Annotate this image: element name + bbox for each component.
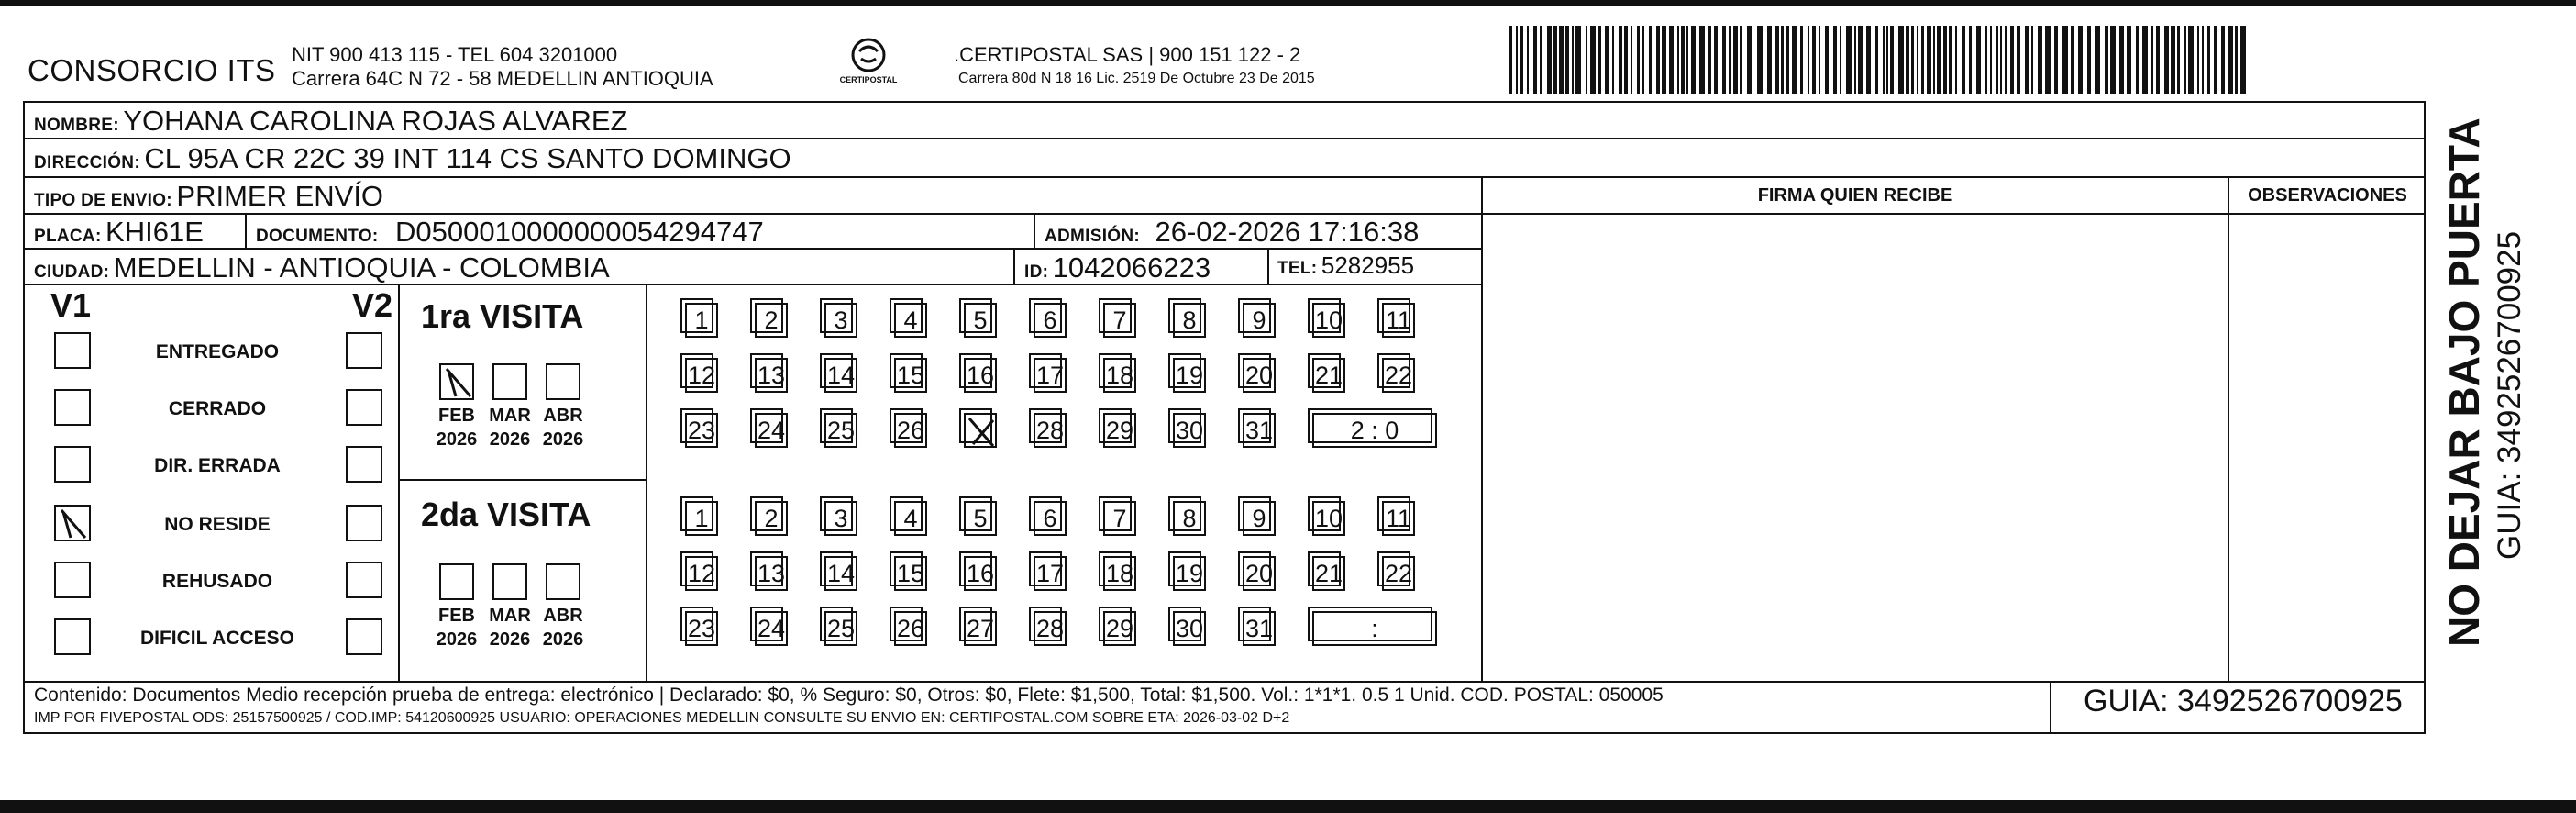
barcode-bar: [2010, 26, 2014, 94]
barcode-bar: [1681, 26, 1685, 94]
barcode-bar: [2119, 26, 2124, 94]
day-cell[interactable]: 13: [755, 358, 788, 393]
day-cell[interactable]: 10: [1312, 501, 1345, 536]
barcode-bar: [1619, 26, 1622, 94]
id-value: 1042066223: [1052, 251, 1211, 284]
day-cell[interactable]: 6: [1034, 303, 1067, 338]
barcode-bar: [1575, 26, 1581, 94]
barcode-bar: [1740, 26, 1742, 94]
barcode-bar: [1933, 26, 1935, 94]
month-checkbox[interactable]: [546, 363, 580, 400]
month-checkbox[interactable]: [439, 363, 474, 400]
status-v2-checkbox[interactable]: [346, 505, 382, 541]
status-v1-checkbox[interactable]: [54, 446, 91, 483]
day-cell[interactable]: 14: [824, 556, 857, 591]
top-rule: [0, 0, 2576, 6]
barcode-bar: [1767, 26, 1772, 94]
status-label: REHUSADO: [161, 571, 273, 592]
barcode-bar: [1699, 26, 1705, 94]
admision-value: 26-02-2026 17:16:38: [1155, 216, 1420, 248]
barcode-bar: [2038, 26, 2042, 94]
barcode-bar: [1846, 26, 1852, 94]
barcode-bar: [2000, 26, 2002, 94]
month-year: 2026: [436, 629, 478, 650]
barcode-bar: [1808, 26, 1809, 94]
tel-field: [1277, 251, 1414, 280]
barcode-bar: [2228, 26, 2233, 94]
barcode-bar: [1969, 26, 1972, 94]
day-cell[interactable]: 15: [894, 358, 927, 393]
barcode-bar: [1825, 26, 1829, 94]
barcode-bar: [1792, 26, 1797, 94]
barcode-bar: [1547, 26, 1552, 94]
day-cell[interactable]: 19: [1173, 358, 1206, 393]
barcode-bar: [2087, 26, 2091, 94]
logo-wordmark: CERTIPOSTAL: [839, 75, 898, 84]
barcode-bar: [1540, 26, 1542, 94]
day-cell[interactable]: 31: [1243, 413, 1276, 448]
tipo-envio-label: TIPO DE ENVIO:: [34, 191, 172, 210]
day-cell[interactable]: 30: [1173, 413, 1206, 448]
barcode-bar: [1747, 26, 1752, 94]
day-cell[interactable]: 29: [1103, 413, 1136, 448]
barcode-bar: [1917, 26, 1918, 94]
day-cell[interactable]: 4: [894, 501, 927, 536]
month-year: 2026: [489, 629, 531, 650]
admision-label: ADMISIÓN:: [1045, 227, 1141, 246]
day-cell[interactable]: 18: [1103, 556, 1136, 591]
tel-label: TEL:: [1277, 259, 1318, 278]
barcode-bar: [2171, 26, 2175, 94]
day-cell[interactable]: 7: [1103, 303, 1136, 338]
day-cell[interactable]: 17: [1034, 358, 1067, 393]
day-cell[interactable]: 31: [1243, 611, 1276, 646]
carrier-info: .CERTIPOSTAL SAS | 900 151 122 - 2: [954, 43, 1301, 66]
ciudad-field: [34, 251, 610, 284]
guia-number: GUIA: 3492526700925: [2084, 684, 2403, 718]
day-cell[interactable]: 8: [1173, 501, 1206, 536]
status-label: CERRADO: [168, 398, 267, 419]
day-cell[interactable]: 28: [1034, 413, 1067, 448]
nombre-value: YOHANA CAROLINA ROJAS ALVAREZ: [123, 105, 628, 137]
barcode-bar: [2105, 26, 2108, 94]
barcode-bar: [1624, 26, 1628, 94]
barcode-bar: [2207, 26, 2210, 94]
day-cell[interactable]: 25: [824, 611, 857, 646]
day-cell[interactable]: 3: [824, 501, 857, 536]
barcode-bar: [1677, 26, 1679, 94]
direccion-field: [34, 142, 791, 175]
barcode-bar: [1927, 26, 1931, 94]
barcode-bar: [1898, 26, 1904, 94]
day-cell[interactable]: 23: [685, 413, 718, 448]
certipostal-logo-icon: [839, 35, 898, 94]
day-cell[interactable]: 18: [1103, 358, 1136, 393]
barcode-bar: [1990, 26, 1992, 94]
barcode-bar: [1509, 26, 1512, 94]
barcode-bar: [1883, 26, 1885, 94]
day-cell[interactable]: 27: [964, 611, 997, 646]
status-v2-checkbox[interactable]: [346, 446, 382, 483]
day-cell[interactable]: 1: [685, 501, 718, 536]
footer-imp: IMP POR FIVEPOSTAL ODS: 25157500925 / COD.IMP: 54120600925 USUARIO: OPERACIONES MEDELLIN CONSULTE SU ENVIO EN: CERTIPOSTAL.COM SOBRE ETA: 2026-03-02 D+2: [34, 710, 1290, 726]
day-cell[interactable]: 22: [1382, 358, 1415, 393]
barcode-bar: [2136, 26, 2139, 94]
carrier-license: Carrera 80d N 18 16 Lic. 2519 De Octubre 23 De 2015: [958, 71, 1315, 86]
barcode-bar: [1649, 26, 1652, 94]
day-cell[interactable]: 9: [1243, 303, 1276, 338]
day-cell[interactable]: 30: [1173, 611, 1206, 646]
barcode-bar: [2054, 26, 2058, 94]
day-cell[interactable]: 16: [964, 358, 997, 393]
barcode-bar: [2062, 26, 2068, 94]
barcode-bar: [2156, 26, 2160, 94]
ciudad-value: MEDELLIN - ANTIOQUIA - COLOMBIA: [113, 251, 610, 284]
observaciones-header: OBSERVACIONES: [2248, 185, 2407, 206]
barcode-bar: [2214, 26, 2217, 94]
day-cell[interactable]: 16: [964, 556, 997, 591]
barcode-bar: [1962, 26, 1965, 94]
id-label: ID:: [1024, 262, 1049, 282]
status-v2-checkbox[interactable]: [346, 389, 382, 426]
visit2-title: 2da VISITA: [421, 496, 591, 533]
month-label: ABR: [543, 606, 583, 626]
barcode-bar: [1631, 26, 1632, 94]
v1-header: V1: [50, 286, 92, 324]
barcode-bar: [1590, 26, 1596, 94]
barcode-bar: [1840, 26, 1841, 94]
status-label: NO RESIDE: [164, 514, 271, 535]
month-checkbox[interactable]: [546, 563, 580, 600]
month-label: MAR: [489, 606, 531, 626]
barcode-bar: [2127, 26, 2131, 94]
barcode-bar: [1605, 26, 1609, 94]
tipo-envio-value: PRIMER ENVÍO: [176, 180, 384, 212]
nombre-field: [34, 105, 627, 138]
barcode-bar: [1572, 26, 1574, 94]
day-cell[interactable]: 22: [1382, 556, 1415, 591]
day-cell[interactable]: 5: [964, 501, 997, 536]
barcode-bar: [1866, 26, 1871, 94]
barcode-bar: [1875, 26, 1878, 94]
barcode-bar: [1890, 26, 1894, 94]
day-cell[interactable]: 2: [755, 501, 788, 536]
day-cell[interactable]: 28: [1034, 611, 1067, 646]
barcode-bar: [1559, 26, 1564, 94]
day-cell[interactable]: 12: [685, 556, 718, 591]
barcode-bar: [1786, 26, 1789, 94]
day-cell[interactable]: 24: [755, 611, 788, 646]
tel-value: 5282955: [1321, 251, 1415, 279]
placa-field: [34, 216, 204, 249]
barcode-bar: [1854, 26, 1856, 94]
direccion-value: CL 95A CR 22C 39 INT 114 CS SANTO DOMINGO: [144, 142, 791, 174]
status-v1-checkbox[interactable]: [54, 562, 91, 598]
month-year: 2026: [489, 429, 531, 450]
barcode-bar: [1722, 26, 1726, 94]
day-cell[interactable]: 26: [894, 413, 927, 448]
day-cell[interactable]: [964, 413, 997, 448]
barcode-bar: [2005, 26, 2007, 94]
admision-field: [1045, 216, 1419, 249]
barcode-bar: [1937, 26, 1941, 94]
barcode-bar: [1800, 26, 1803, 94]
day-cell[interactable]: 5: [964, 303, 997, 338]
day-cell[interactable]: 10: [1312, 303, 1345, 338]
firma-header: FIRMA QUIEN RECIBE: [1757, 185, 1953, 206]
id-field: [1024, 251, 1211, 284]
barcode-bar: [1714, 26, 1718, 94]
barcode-bar: [1976, 26, 1981, 94]
month-label: FEB: [438, 406, 475, 426]
barcode-bar: [2031, 26, 2033, 94]
month-label: MAR: [489, 406, 531, 426]
month-year: 2026: [542, 429, 584, 450]
status-v1-checkbox[interactable]: [54, 618, 91, 655]
month-label: FEB: [438, 606, 475, 626]
status-v1-checkbox[interactable]: [54, 505, 91, 541]
time-field[interactable]: :: [1312, 611, 1437, 646]
day-cell[interactable]: 2: [755, 303, 788, 338]
barcode-bar: [1775, 26, 1779, 94]
bottom-rule: [0, 800, 2576, 813]
month-label: ABR: [543, 406, 583, 426]
barcode-bar: [1516, 26, 1518, 94]
side-guia: GUIA: 3492526700925: [2492, 230, 2527, 560]
barcode-bar: [2177, 26, 2180, 94]
visit1-title: 1ra VISITA: [421, 297, 584, 335]
barcode-bar: [1598, 26, 1601, 94]
barcode-bar: [1708, 26, 1711, 94]
day-cell[interactable]: 21: [1312, 358, 1345, 393]
barcode-bar: [2110, 26, 2116, 94]
barcode-bar: [1733, 26, 1738, 94]
day-cell[interactable]: 6: [1034, 501, 1067, 536]
barcode: [1509, 26, 2251, 94]
barcode-bar: [1943, 26, 1947, 94]
month-year: 2026: [436, 429, 478, 450]
barcode-bar: [1996, 26, 1998, 94]
day-cell[interactable]: 20: [1243, 358, 1276, 393]
barcode-bar: [1812, 26, 1816, 94]
documento-label: DOCUMENTO:: [256, 227, 379, 246]
day-cell[interactable]: 20: [1243, 556, 1276, 591]
barcode-bar: [1985, 26, 1987, 94]
day-cell[interactable]: 24: [755, 413, 788, 448]
day-cell[interactable]: 1: [685, 303, 718, 338]
barcode-bar: [1729, 26, 1731, 94]
barcode-bar: [1656, 26, 1660, 94]
barcode-bar: [2164, 26, 2169, 94]
day-cell[interactable]: 21: [1312, 556, 1345, 591]
barcode-bar: [1921, 26, 1924, 94]
barcode-bar: [1553, 26, 1557, 94]
company-nit: NIT 900 413 115 - TEL 604 3201000: [292, 43, 618, 66]
direccion-label: DIRECCIÓN:: [34, 153, 140, 173]
day-cell[interactable]: 13: [755, 556, 788, 591]
barcode-bar: [2188, 26, 2194, 94]
day-cell[interactable]: 7: [1103, 501, 1136, 536]
status-label: DIFICIL ACCESO: [139, 628, 294, 649]
day-cell[interactable]: 26: [894, 611, 927, 646]
barcode-bar: [1833, 26, 1837, 94]
day-cell[interactable]: 19: [1173, 556, 1206, 591]
barcode-bar: [1757, 26, 1763, 94]
status-label: ENTREGADO: [155, 341, 280, 362]
v2-header: V2: [352, 286, 393, 324]
barcode-bar: [1565, 26, 1569, 94]
barcode-bar: [2078, 26, 2083, 94]
day-cell[interactable]: 11: [1382, 501, 1415, 536]
day-cell[interactable]: 4: [894, 303, 927, 338]
barcode-bar: [1886, 26, 1888, 94]
day-cell[interactable]: 12: [685, 358, 718, 393]
day-cell[interactable]: 3: [824, 303, 857, 338]
barcode-bar: [2142, 26, 2148, 94]
status-v1-checkbox[interactable]: [54, 389, 91, 426]
barcode-bar: [2184, 26, 2186, 94]
barcode-bar: [2240, 26, 2246, 94]
barcode-bar: [1533, 26, 1537, 94]
day-cell[interactable]: 11: [1382, 303, 1415, 338]
tipo-envio-field: [34, 180, 383, 213]
barcode-bar: [1858, 26, 1863, 94]
month-checkbox[interactable]: [439, 563, 474, 600]
barcode-bar: [1906, 26, 1909, 94]
day-cell[interactable]: 9: [1243, 501, 1276, 536]
status-v2-checkbox[interactable]: [346, 618, 382, 655]
barcode-bar: [2017, 26, 2020, 94]
day-cell[interactable]: 25: [824, 413, 857, 448]
barcode-bar: [1662, 26, 1666, 94]
documento-field: [256, 216, 764, 249]
ciudad-label: CIUDAD:: [34, 262, 110, 282]
barcode-bar: [1642, 26, 1644, 94]
shipping-label-card: [23, 101, 2426, 734]
barcode-bar: [2045, 26, 2051, 94]
month-checkbox[interactable]: [492, 363, 527, 400]
day-cell[interactable]: 15: [894, 556, 927, 591]
footer-contenido: Contenido: Documentos Medio recepción prueba de entrega: electrónico | Declarado: $0, % Seguro: $0, Otros: $0, Flete: $1,500, Total: $1,500. Vol.: 1*1*1. 0.5 1 Unid. COD. POSTAL: 050005: [34, 685, 1664, 706]
day-cell[interactable]: 17: [1034, 556, 1067, 591]
company-address: Carrera 64C N 72 - 58 MEDELLIN ANTIOQUIA: [292, 67, 713, 90]
barcode-bar: [2095, 26, 2100, 94]
barcode-bar: [2197, 26, 2199, 94]
barcode-bar: [2202, 26, 2204, 94]
day-cell[interactable]: 8: [1173, 303, 1206, 338]
status-v2-checkbox[interactable]: [346, 562, 382, 598]
barcode-bar: [1781, 26, 1784, 94]
barcode-bar: [1520, 26, 1523, 94]
barcode-bar: [1686, 26, 1688, 94]
barcode-bar: [2235, 26, 2238, 94]
status-label: DIR. ERRADA: [154, 455, 281, 476]
barcode-bar: [2071, 26, 2074, 94]
placa-value: KHI61E: [105, 216, 204, 248]
nombre-label: NOMBRE:: [34, 116, 119, 135]
barcode-bar: [1637, 26, 1640, 94]
barcode-bar: [1955, 26, 1957, 94]
time-field[interactable]: 2 : 0: [1312, 413, 1437, 448]
barcode-bar: [1949, 26, 1952, 94]
barcode-bar: [1586, 26, 1587, 94]
month-checkbox[interactable]: [492, 563, 527, 600]
barcode-bar: [1612, 26, 1614, 94]
barcode-bar: [1669, 26, 1674, 94]
status-v1-checkbox[interactable]: [54, 332, 91, 369]
barcode-bar: [1691, 26, 1696, 94]
placa-label: PLACA:: [34, 227, 102, 246]
barcode-bar: [1911, 26, 1914, 94]
day-cell[interactable]: 23: [685, 611, 718, 646]
barcode-bar: [2151, 26, 2153, 94]
day-cell[interactable]: 29: [1103, 611, 1136, 646]
status-v2-checkbox[interactable]: [346, 332, 382, 369]
no-dejar-bajo-puerta: NO DEJAR BAJO PUERTA: [2440, 117, 2488, 647]
barcode-bar: [2025, 26, 2029, 94]
barcode-bar: [1527, 26, 1529, 94]
day-cell[interactable]: 14: [824, 358, 857, 393]
documento-value: D0500010000000054294747: [395, 216, 764, 248]
barcode-bar: [1819, 26, 1820, 94]
barcode-bar: [2221, 26, 2225, 94]
month-year: 2026: [542, 629, 584, 650]
company-name: CONSORCIO ITS: [28, 53, 276, 87]
